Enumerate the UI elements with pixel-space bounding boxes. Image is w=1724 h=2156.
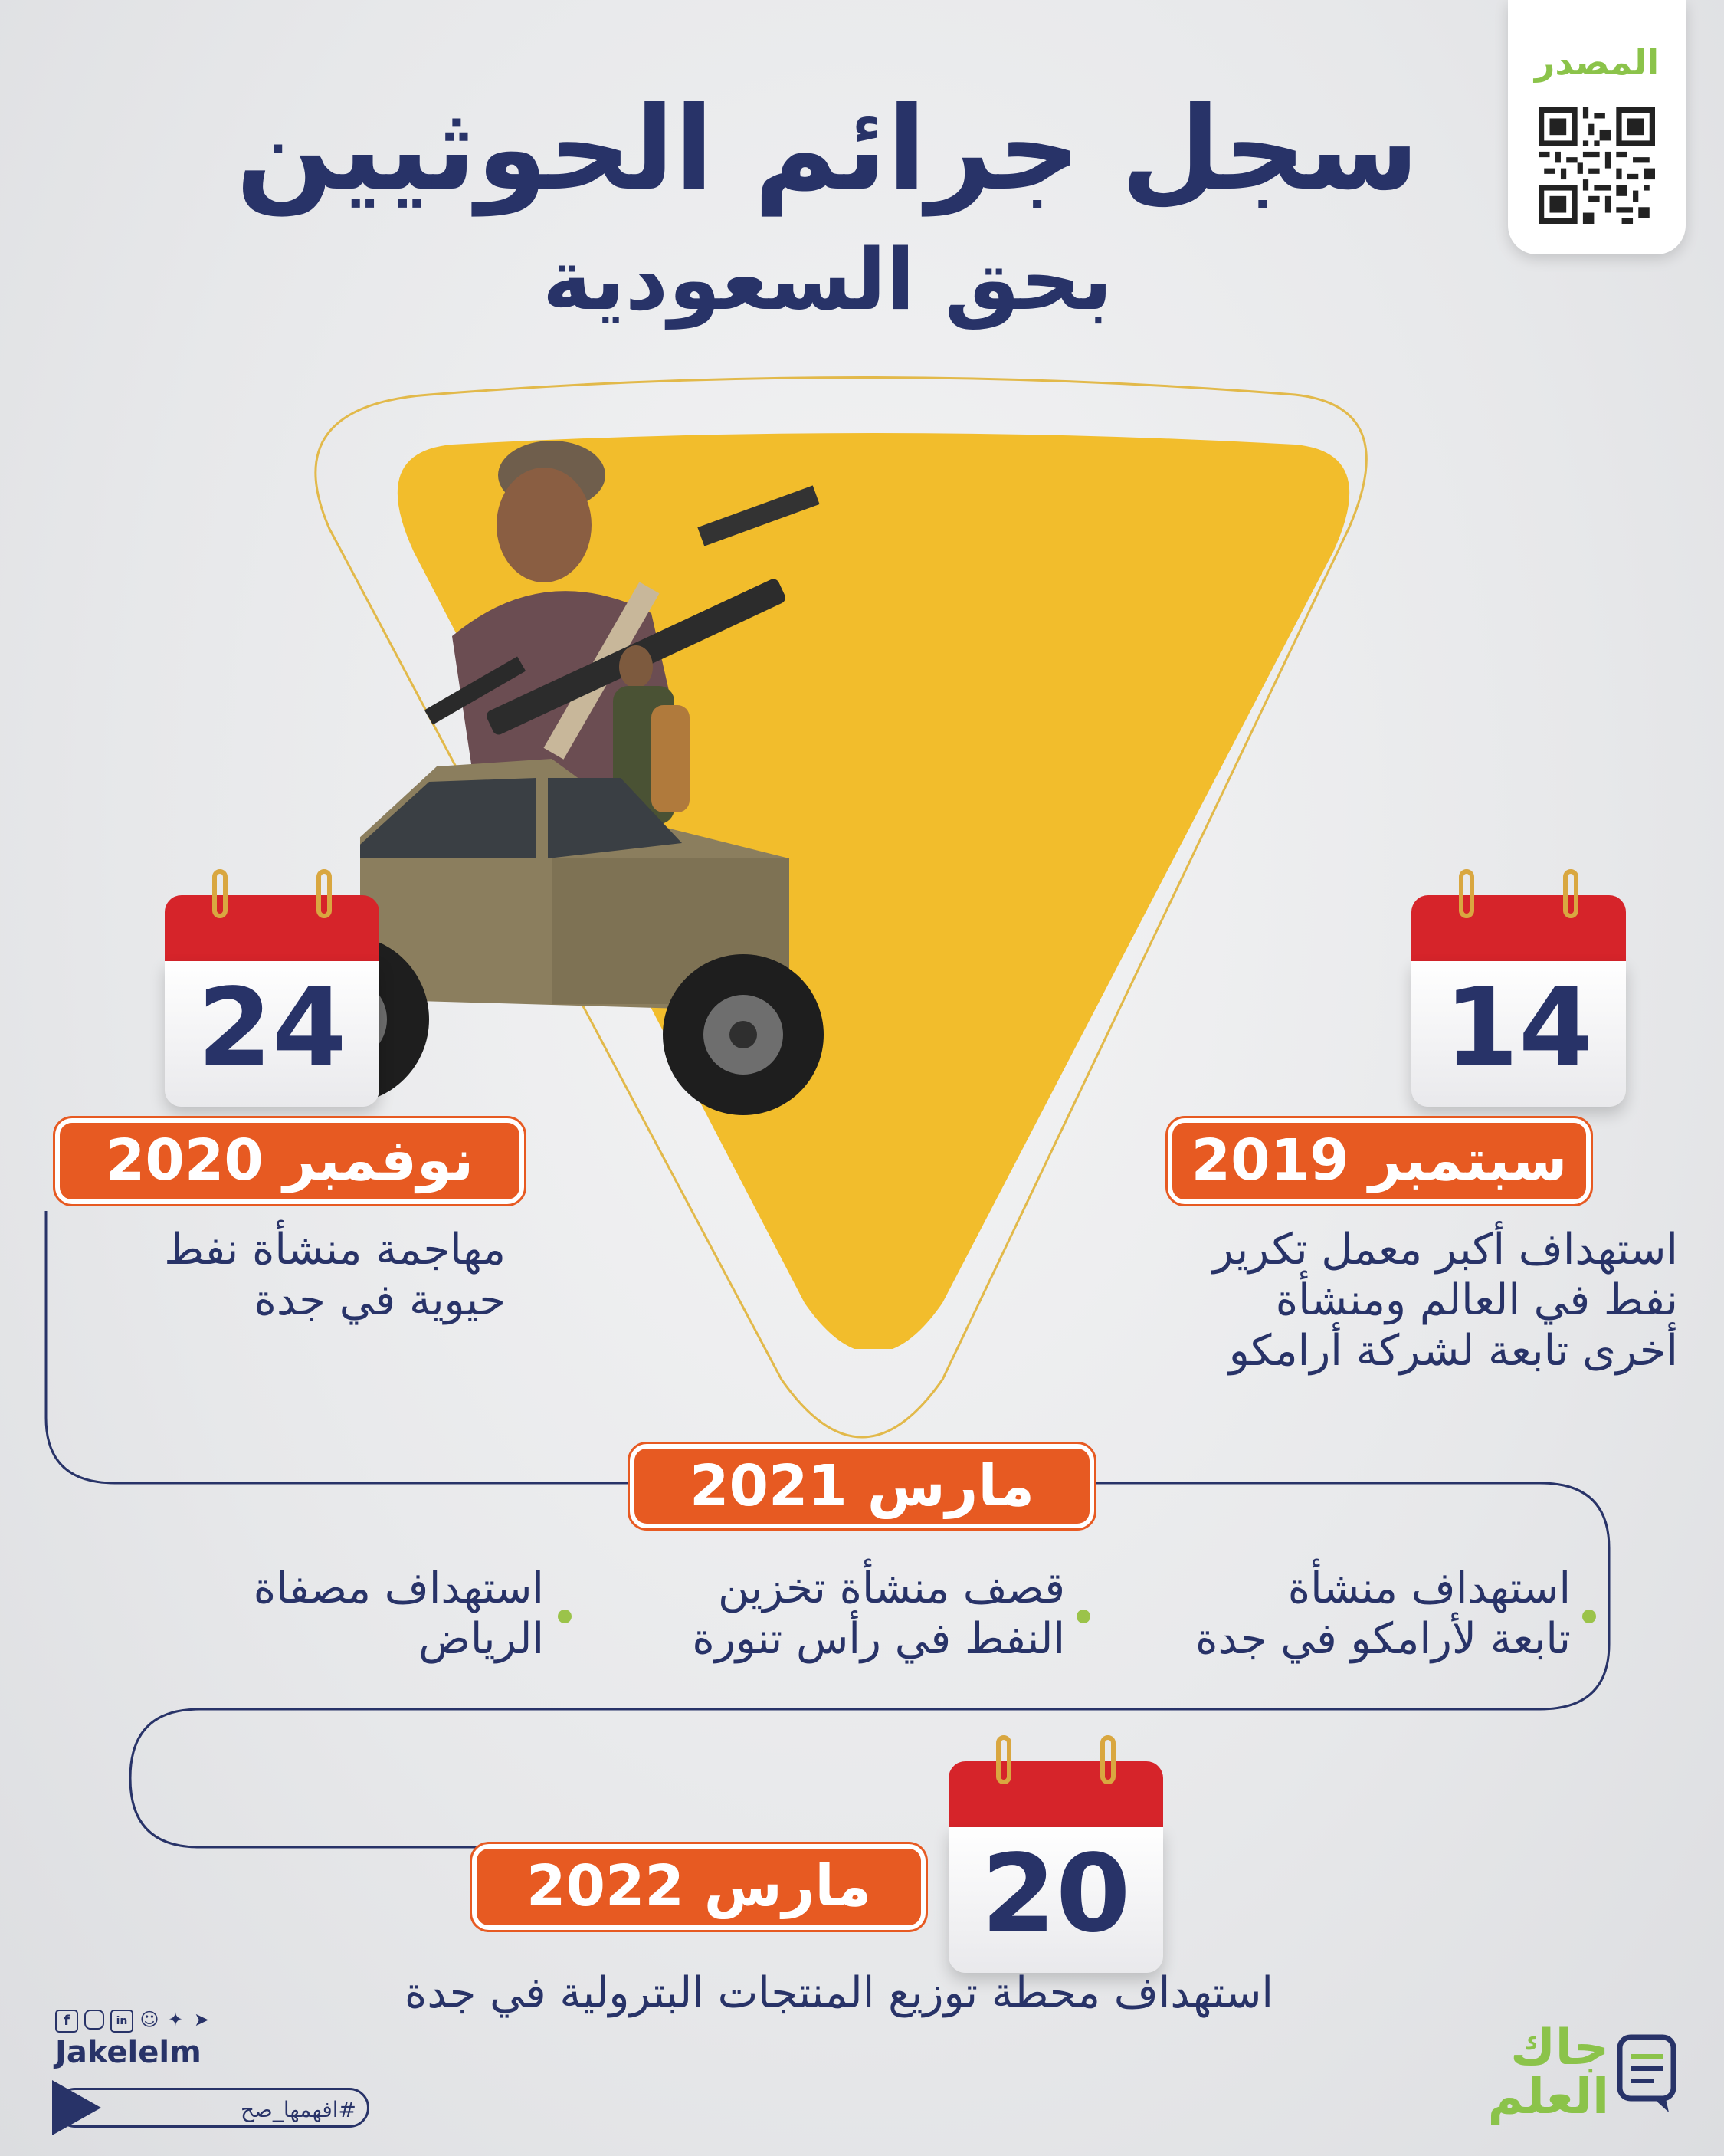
social-icons — [55, 2010, 224, 2033]
bullet-dot — [1582, 1610, 1596, 1623]
description-line: استهداف أكبر معمل تكرير — [1212, 1225, 1678, 1275]
description-line: استهداف مصفاة — [253, 1564, 544, 1613]
play-icon[interactable] — [46, 2077, 107, 2138]
hero-illustration — [360, 429, 1387, 1349]
brand-line1: جاك — [1510, 2020, 1609, 2076]
description-line: مهاجمة منشأة نفط — [164, 1225, 506, 1275]
event-day: 24 — [197, 966, 347, 1091]
event-description — [291, 1968, 1387, 2019]
description-line: النفط في رأس تنورة — [692, 1614, 1065, 1665]
source-card[interactable] — [1508, 0, 1686, 254]
page-title: سجل جرائم الحوثيين — [235, 83, 1420, 216]
brand-logo — [1471, 2020, 1678, 2131]
telegram-icon[interactable]: ➤ — [193, 2009, 210, 2030]
event-day: 20 — [981, 1832, 1131, 1957]
event-item — [161, 1564, 544, 1665]
event-date-badge: سبتمبر 2019 — [1172, 1123, 1586, 1199]
bullet-dot — [558, 1610, 572, 1623]
snapchat-icon[interactable]: ☺ — [139, 2009, 159, 2030]
twitter-icon[interactable]: ✦ — [167, 2009, 184, 2030]
description-line: أخرى تابعة لشركة أرامكو — [1228, 1326, 1678, 1377]
qr-code-icon[interactable] — [1539, 107, 1655, 224]
event-date-badge: مارس 2022 — [477, 1849, 921, 1925]
event-date-badge: مارس 2021 — [634, 1449, 1090, 1524]
source-label: المصدر — [1534, 41, 1660, 83]
bullet-dot — [1077, 1610, 1090, 1623]
event-item — [590, 1564, 1065, 1665]
event-description — [61, 1225, 506, 1326]
calendar-icon-20 — [949, 1761, 1163, 1973]
calendar-icon-24 — [165, 895, 379, 1107]
description-line: تابعة لأرامكو في جدة — [1195, 1614, 1571, 1665]
brand-line2: العلم — [1487, 2069, 1609, 2125]
page-subtitle: بحق السعودية — [542, 231, 1113, 329]
description-line: قصف منشأة تخزين — [717, 1564, 1065, 1613]
description-line: استهداف منشأة — [1287, 1564, 1571, 1613]
description-line: الرياض — [418, 1614, 544, 1665]
event-description — [1034, 1225, 1678, 1377]
event-item — [1103, 1564, 1571, 1665]
instagram-icon[interactable] — [84, 2010, 104, 2030]
description-line: استهداف محطة توزيع المنتجات البترولية في جدة — [405, 1968, 1273, 2018]
calendar-icon-14 — [1411, 895, 1626, 1107]
facebook-icon[interactable]: f — [55, 2010, 78, 2033]
account-name: Jakelelm — [55, 2035, 202, 2070]
hashtag: #افهمها_صح — [240, 2097, 356, 2122]
chat-bubble-icon — [1615, 2033, 1678, 2117]
event-day: 14 — [1444, 966, 1594, 1091]
description-line: نفط في العالم ومنشأة — [1275, 1275, 1678, 1326]
description-line: حيوية في جدة — [254, 1275, 506, 1326]
event-date-badge: نوفمبر 2020 — [60, 1123, 519, 1199]
linkedin-icon[interactable]: in — [110, 2010, 133, 2033]
